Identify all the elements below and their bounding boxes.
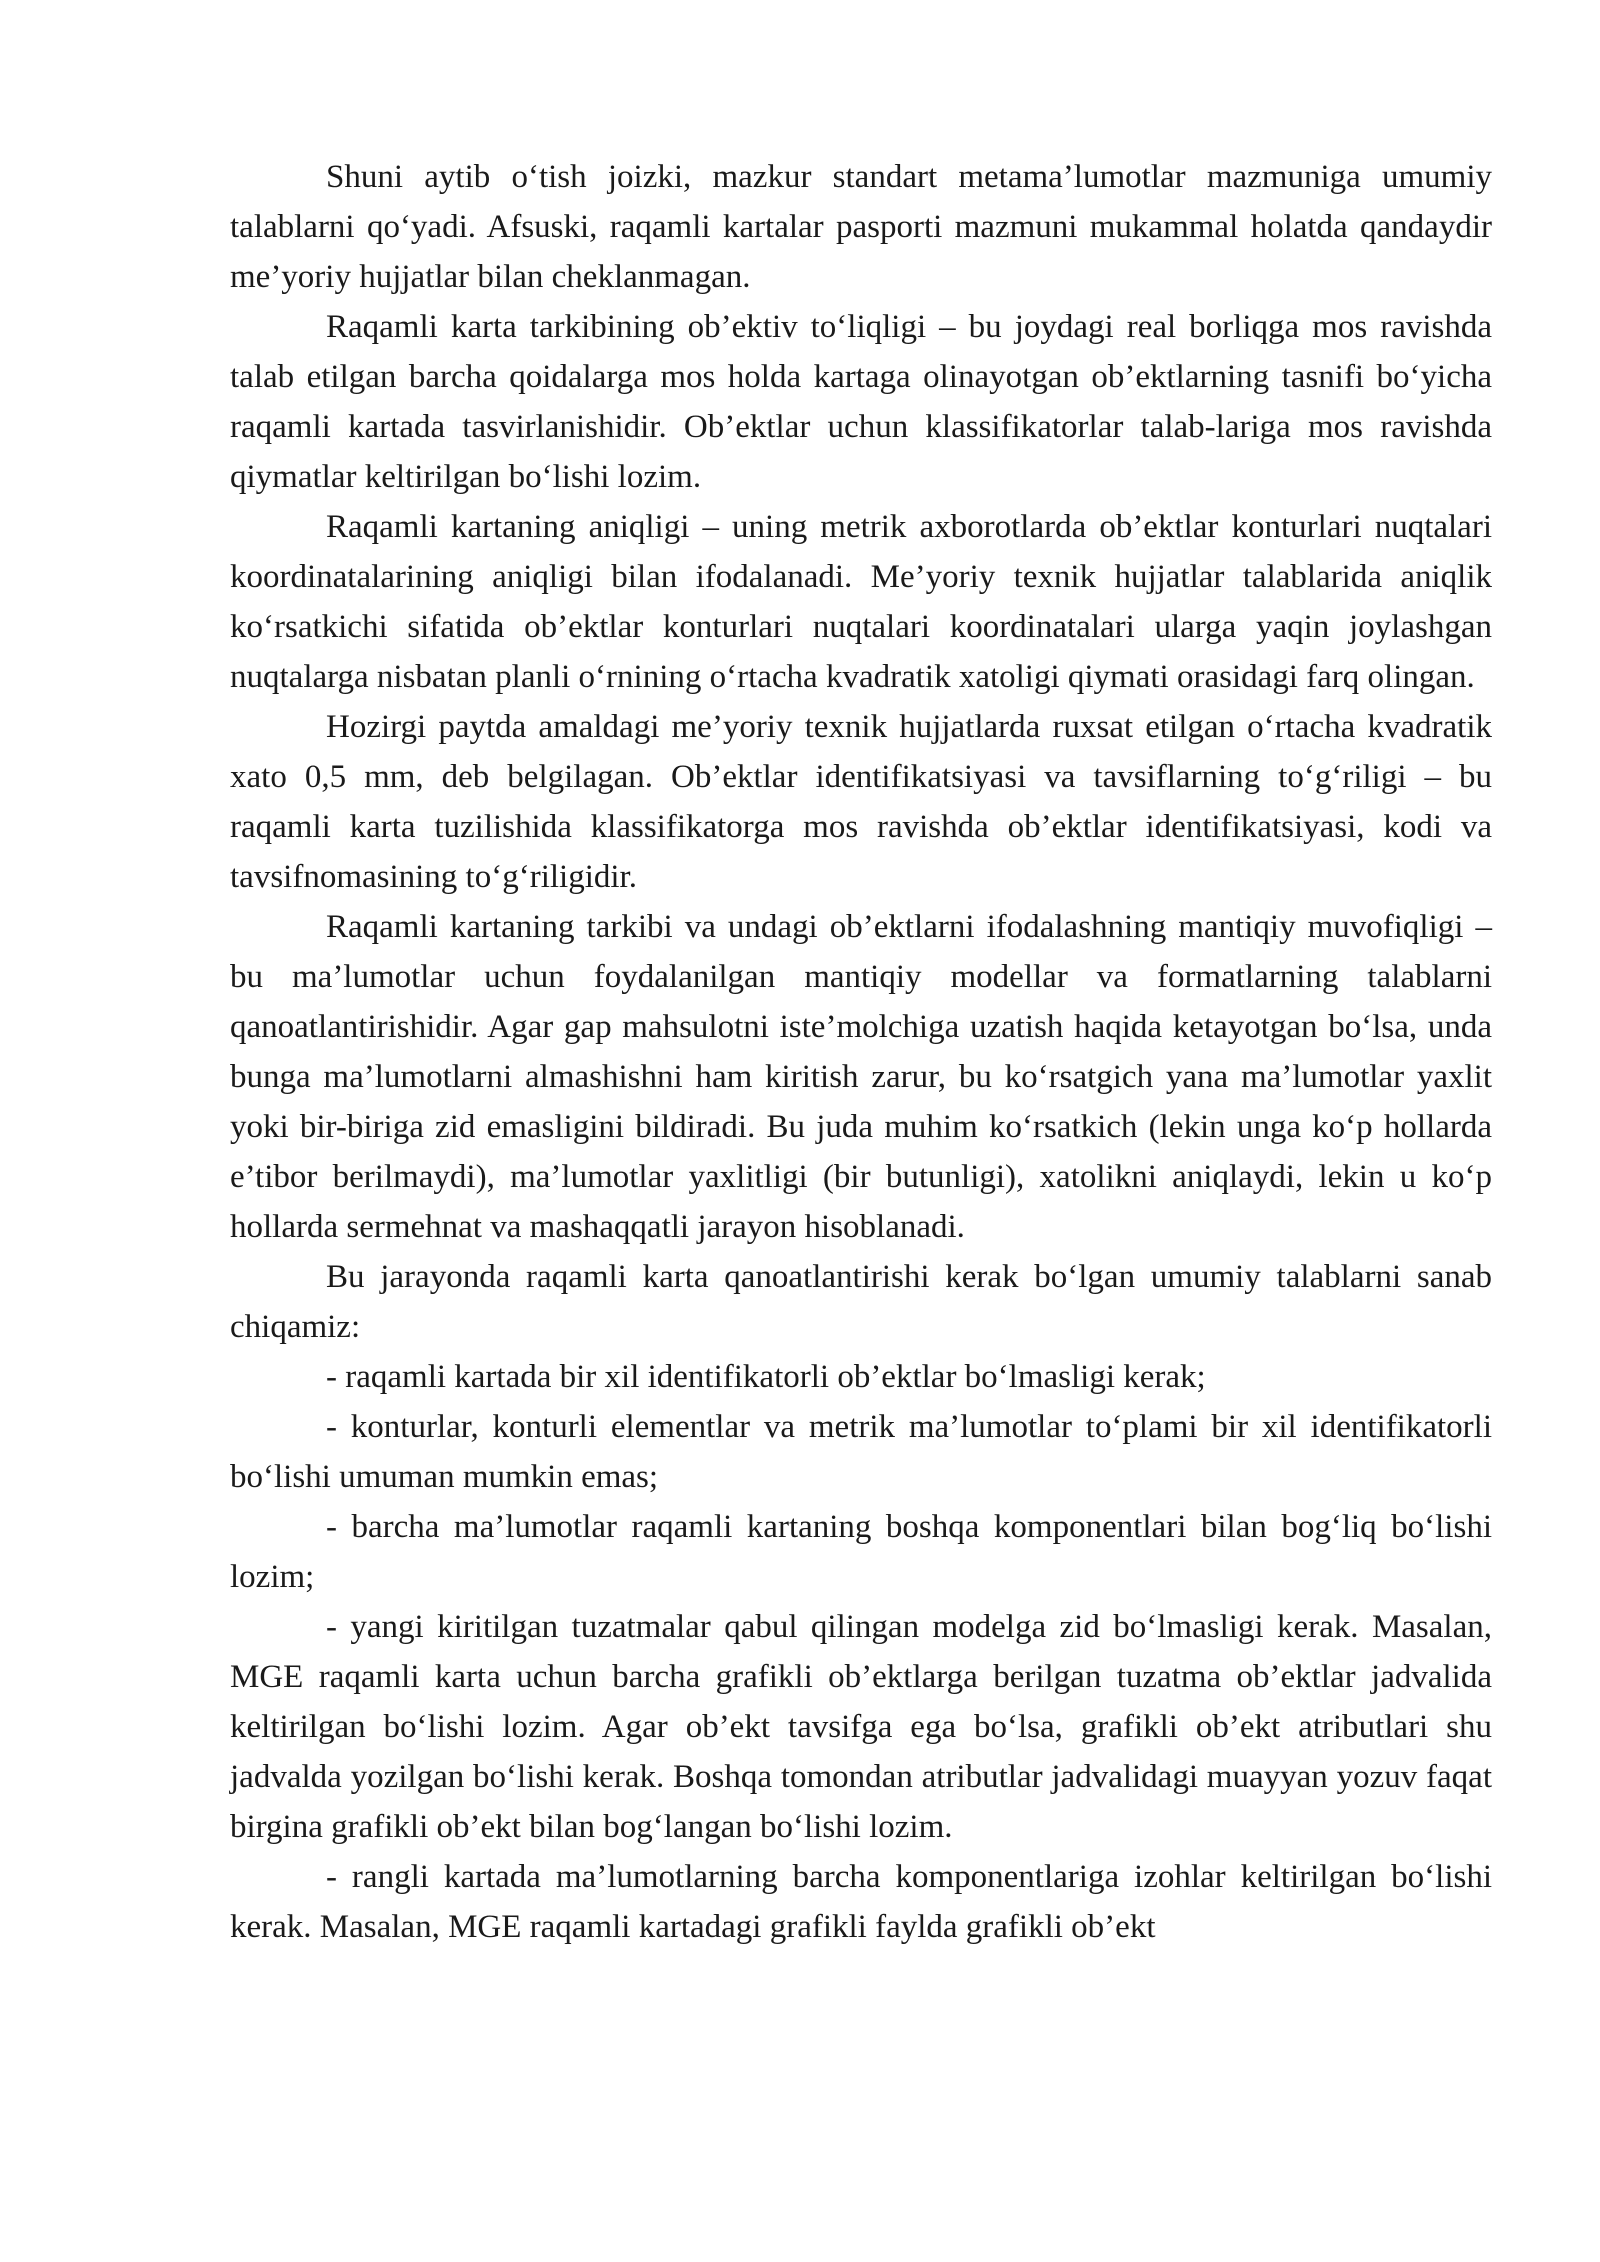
paragraph-accuracy: Raqamli kartaning aniqligi – uning metrik axborotlarda ob’ektlar konturlari nuqtalari koordinatalarining aniqligi bilan ifodalanadi. Me’yoriy texnik hujjatlar talablarida aniqlik ko‘rsatkichi sifatida ob’ektlar konturlari nuqtalari koordinatalari ularga yaqin joylashgan nuqtalarga nisbatan planli o‘rnining o‘rtacha kvadratik xatoligi qiymati orasidagi farq olingan. xyxy=(230,509,1492,695)
list-item: - raqamli kartada bir xil identifikatorli ob’ektlar bo‘lmasligi kerak; xyxy=(326,1359,1206,1395)
body-text xyxy=(230,152,1492,1952)
list-item: - konturlar, konturli elementlar va metrik ma’lumotlar to‘plami bir xil identifikatorli bo‘lishi umuman mumkin emas; xyxy=(230,1409,1492,1495)
paragraph-intro: Shuni aytib o‘tish joizki, mazkur standart metama’lumotlar mazmuniga umumiy talablarni qo‘yadi. Afsuski, raqamli kartalar pasporti mazmuni mukammal holatda qandaydir me’yoriy hujjatlar bilan cheklanmagan. xyxy=(230,159,1492,295)
paragraph-requirements-intro: Bu jarayonda raqamli karta qanoatlantirishi kerak bo‘lgan umumiy talablarni sanab chiqamiz: xyxy=(230,1259,1492,1345)
list-item: - barcha ma’lumotlar raqamli kartaning boshqa komponentlari bilan bog‘liq bo‘lishi lozim; xyxy=(230,1509,1492,1595)
paragraph-completeness: Raqamli karta tarkibining ob’ektiv to‘liqligi – bu joydagi real borliqga mos ravishda talab etilgan barcha qoidalarga mos holda kartaga olinayotgan ob’ektlarning tasnifi bo‘yicha raqamli kartada tasvirlanishidir. Ob’ektlar uchun klassifikatorlar talab-lariga mos ravishda qiymatlar keltirilgan bo‘lishi lozim. xyxy=(230,309,1492,495)
paragraph-logical-consistency: Raqamli kartaning tarkibi va undagi ob’ektlarni ifodalashning mantiqiy muvofiqligi – bu ma’lumotlar uchun foydalanilgan mantiqiy modellar va formatlarning talablarni qanoatlantirishidir. Agar gap mahsulotni iste’molchiga uzatish haqida ketayotgan bo‘lsa, unda bunga ma’lumotlarni almashishni ham kiritish zarur, bu ko‘rsatgich yana ma’lumotlar yaxlit yoki bir-biriga zid emasligini bildiradi. Bu juda muhim ko‘rsatkich (lekin unga ko‘p hollarda e’tibor berilmaydi), ma’lumotlar yaxlitligi (bir butunligi), xatolikni aniqlaydi, lekin u ko‘p hollarda sermehnat va mashaqqatli jarayon hisoblanadi. xyxy=(230,909,1492,1245)
list-item: - yangi kiritilgan tuzatmalar qabul qilingan modelga zid bo‘lmasligi kerak. Masalan, MGE raqamli karta uchun barcha grafikli ob’ektlarga berilgan tuzatma ob’ektlar jadvalida keltirilgan bo‘lishi lozim. Agar ob’ekt tavsifga ega bo‘lsa, grafikli ob’ekt atributlari shu jadvalda yozilgan bo‘lishi kerak. Boshqa tomondan atributlar jadvalidagi muayyan yozuv faqat birgina grafikli ob’ekt bilan bog‘langan bo‘lishi lozim. xyxy=(230,1609,1492,1845)
list-item: - rangli kartada ma’lumotlarning barcha komponentlariga izohlar keltirilgan bo‘lishi kerak. Masalan, MGE raqamli kartadagi grafikli faylda grafikli ob’ekt xyxy=(230,1859,1492,1945)
paragraph-error-tolerance: Hozirgi paytda amaldagi me’yoriy texnik hujjatlarda ruxsat etilgan o‘rtacha kvadratik xato 0,5 mm, deb belgilagan. Ob’ektlar identifikatsiyasi va tavsiflarning to‘g‘riligi – bu raqamli karta tuzilishida klassifikatorga mos ravishda ob’ektlar identifikatsiyasi, kodi va tavsifnomasining to‘g‘riligidir. xyxy=(230,709,1492,895)
